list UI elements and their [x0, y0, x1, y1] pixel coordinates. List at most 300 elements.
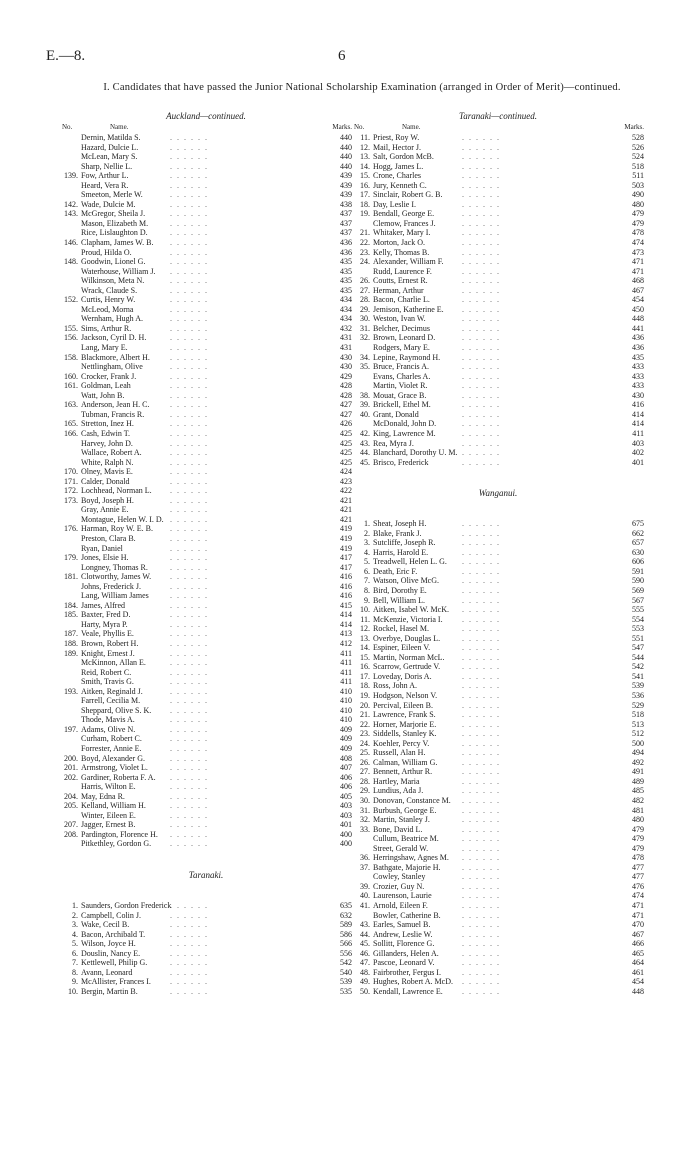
- candidate-name: Blanchard, Dorothy U. M.: [373, 448, 458, 458]
- candidate-name: Harman, Roy W. E. B.: [81, 524, 153, 534]
- candidate-row: [352, 767, 644, 777]
- leader-dots: . . . . . .: [462, 566, 501, 576]
- header-marks: Marks.: [624, 123, 644, 131]
- leader-dots: . . . . . .: [462, 786, 501, 796]
- candidate-name: Priest, Roy W.: [373, 133, 420, 142]
- candidate-name: James, Alfred: [81, 600, 125, 610]
- candidate-rank: 23.: [360, 247, 370, 257]
- candidate-marks: 428: [340, 390, 352, 400]
- leader-dots: . . . . . .: [170, 667, 209, 677]
- candidate-rank: 156.: [64, 333, 78, 343]
- candidate-rank: 166.: [64, 428, 78, 438]
- candidate-name: Sinclair, Robert G. B.: [373, 190, 443, 200]
- candidate-row: [352, 891, 644, 901]
- candidate-name: Mason, Elizabeth M.: [81, 218, 149, 228]
- candidate-row: [352, 353, 644, 363]
- candidate-rank: 45.: [360, 457, 370, 467]
- leader-dots: . . . . . .: [170, 958, 209, 968]
- candidate-row: [352, 162, 644, 172]
- leader-dots: . . . . . .: [462, 400, 501, 410]
- leader-dots: . . . . . .: [462, 748, 501, 758]
- candidate-rank: 200.: [64, 753, 78, 763]
- leader-dots: . . . . . .: [462, 881, 501, 891]
- leader-dots: . . . . . .: [462, 295, 501, 305]
- leader-dots: . . . . . .: [170, 820, 209, 830]
- leader-dots: . . . . . .: [462, 977, 501, 987]
- candidate-rank: 20.: [360, 700, 370, 710]
- candidate-rank: 8.: [72, 967, 78, 977]
- candidate-name: May, Edna R.: [81, 791, 125, 801]
- candidate-name: Pascoe, Leonard V.: [373, 958, 435, 968]
- candidate-row: [352, 429, 644, 439]
- candidate-row: [352, 853, 644, 863]
- candidate-name: Day, Leslie I.: [373, 199, 417, 209]
- candidate-row: [60, 524, 352, 534]
- leader-dots: . . . . . .: [462, 519, 501, 529]
- leader-dots: . . . . . .: [462, 190, 501, 200]
- candidate-marks: 440: [340, 161, 352, 171]
- candidate-name: Goldman, Leah: [81, 381, 131, 391]
- candidate-row: [60, 811, 352, 821]
- candidate-marks: 423: [340, 476, 352, 486]
- candidate-rank: 10.: [360, 605, 370, 615]
- candidate-row: [60, 773, 352, 783]
- leader-dots: . . . . . .: [170, 629, 209, 639]
- candidate-row: [60, 734, 352, 744]
- candidate-rank: 187.: [64, 629, 78, 639]
- candidate-name: Bone, David L.: [373, 824, 423, 834]
- leader-dots: . . . . . .: [462, 815, 501, 825]
- candidate-row: [352, 939, 644, 949]
- leader-dots: . . . . . .: [170, 247, 209, 257]
- candidate-row: [352, 863, 644, 873]
- candidate-name: Herringshaw, Agnes M.: [373, 853, 449, 863]
- leader-dots: . . . . . .: [462, 209, 501, 219]
- candidate-row: [60, 305, 352, 315]
- candidate-marks: 591: [632, 566, 644, 576]
- leader-dots: . . . . . .: [462, 796, 501, 805]
- candidate-row: [60, 181, 352, 191]
- leader-dots: . . . . . .: [170, 591, 209, 601]
- candidate-name: Arnold, Eileen F.: [373, 901, 428, 911]
- leader-dots: . . . . . .: [462, 624, 501, 634]
- candidate-name: Sharp, Nellie L.: [81, 161, 133, 171]
- candidate-name: McLeod, Morna: [81, 304, 134, 314]
- candidate-rank: 32.: [360, 333, 370, 343]
- candidate-rank: 17.: [360, 190, 370, 200]
- candidate-marks: 478: [632, 853, 644, 863]
- section-gap: [352, 467, 644, 487]
- candidate-rank: 193.: [64, 686, 78, 696]
- candidate-rank: 11.: [360, 614, 370, 624]
- candidate-name: Lawrence, Frank S.: [373, 710, 436, 720]
- leader-dots: . . . . . .: [170, 505, 209, 515]
- candidate-marks: 536: [632, 690, 644, 700]
- candidate-marks: 434: [340, 304, 352, 314]
- leader-dots: . . . . . .: [170, 610, 209, 620]
- section-heading: Taranaki.: [188, 870, 224, 881]
- candidate-marks: 430: [340, 362, 352, 372]
- candidate-marks: 425: [340, 438, 352, 448]
- leader-dots: . . . . . .: [170, 228, 209, 238]
- leader-dots: . . . . . .: [462, 448, 501, 458]
- candidate-rank: 3.: [72, 920, 78, 930]
- candidate-marks: 566: [340, 939, 352, 949]
- leader-dots: . . . . . .: [170, 967, 209, 977]
- leader-dots: . . . . . .: [170, 686, 209, 696]
- candidate-name: Hartley, Maria: [373, 776, 420, 786]
- candidate-name: Hodgson, Nelson V.: [373, 690, 438, 700]
- candidate-name: Clapham, James W. B.: [81, 238, 154, 248]
- candidate-marks: 468: [632, 276, 644, 286]
- leader-dots: . . . . . .: [170, 772, 209, 782]
- candidate-marks: 409: [340, 734, 352, 744]
- leader-dots: . . . . . .: [462, 390, 501, 400]
- candidate-name: Espiner, Eileen V.: [373, 643, 431, 653]
- right-column: [352, 110, 644, 996]
- candidate-marks: 416: [340, 572, 352, 582]
- candidate-marks: 474: [632, 238, 644, 248]
- candidate-name: Jones, Elsie H.: [81, 553, 129, 563]
- candidate-row: [352, 615, 644, 625]
- candidate-name: Farrell, Cecilia M.: [81, 696, 141, 706]
- candidate-row: [60, 782, 352, 792]
- candidate-row: [352, 248, 644, 258]
- candidate-row: [60, 687, 352, 697]
- candidate-marks: 478: [632, 228, 644, 238]
- leader-dots: . . . . . .: [170, 638, 209, 648]
- candidate-marks: 500: [632, 738, 644, 748]
- candidate-row: [60, 830, 352, 840]
- leader-dots: . . . . . .: [462, 901, 501, 911]
- leader-dots: . . . . . .: [170, 161, 209, 171]
- candidate-name: Morton, Jack O.: [373, 238, 425, 248]
- candidate-name: Harvey, John D.: [81, 438, 133, 448]
- leader-dots: . . . . . .: [170, 257, 209, 267]
- candidate-name: Thode, Mavis A.: [81, 715, 135, 725]
- leader-dots: . . . . . .: [170, 276, 209, 286]
- candidate-rank: 170.: [64, 467, 78, 477]
- candidate-row: [60, 668, 352, 678]
- candidate-row: [352, 968, 644, 978]
- candidate-rank: 184.: [64, 600, 78, 610]
- candidate-name: Clemow, Frances J.: [373, 218, 436, 228]
- candidate-marks: 410: [340, 696, 352, 706]
- candidate-rank: 155.: [64, 323, 78, 333]
- candidate-row: [352, 624, 644, 634]
- leader-dots: . . . . . .: [170, 677, 209, 687]
- candidate-row: [352, 815, 644, 825]
- candidate-row: [60, 725, 352, 735]
- candidate-row: [352, 519, 644, 529]
- candidate-name: Cullum, Beatrice M.: [373, 834, 439, 844]
- candidate-name: Pitkethley, Gordon G.: [81, 839, 152, 849]
- candidate-name: Blackmore, Albert H.: [81, 352, 150, 362]
- candidate-marks: 471: [632, 266, 644, 276]
- candidate-row: [352, 314, 644, 324]
- leader-dots: . . . . . .: [462, 719, 501, 729]
- column-headers: [60, 122, 352, 133]
- candidate-marks: 416: [340, 581, 352, 591]
- header-no: No.: [62, 123, 73, 131]
- candidate-rank: 27.: [360, 285, 370, 295]
- leader-dots: . . . . . .: [170, 266, 209, 276]
- leader-dots: . . . . . .: [462, 767, 501, 777]
- candidate-row: [352, 872, 644, 882]
- candidate-name: Martin, Violet R.: [373, 381, 428, 391]
- leader-dots: . . . . . .: [170, 343, 209, 353]
- leader-dots: . . . . . .: [170, 600, 209, 610]
- candidate-row: [60, 958, 352, 968]
- leader-dots: . . . . . .: [462, 729, 501, 739]
- leader-dots: . . . . . .: [170, 524, 209, 534]
- candidate-name: Overbye, Douglas L.: [373, 633, 441, 643]
- candidate-name: Percival, Eileen B.: [373, 700, 433, 710]
- leader-dots: . . . . . .: [462, 362, 501, 372]
- candidate-marks: 436: [340, 247, 352, 257]
- candidate-name: Kendall, Lawrence E.: [373, 986, 443, 996]
- candidate-name: Dernin, Matilda S.: [81, 133, 141, 142]
- candidate-rank: 30.: [360, 796, 370, 805]
- candidate-name: Wallace, Robert A.: [81, 448, 142, 458]
- candidate-marks: 430: [340, 352, 352, 362]
- leader-dots: . . . . . .: [462, 986, 501, 996]
- candidate-name: Winter, Eileen E.: [81, 810, 136, 820]
- candidate-row: [352, 949, 644, 959]
- candidate-rank: 34.: [360, 352, 370, 362]
- candidate-rank: 9.: [364, 595, 370, 605]
- candidate-marks: 433: [632, 371, 644, 381]
- candidate-name: Clotworthy, James W.: [81, 572, 152, 582]
- candidate-marks: 477: [632, 862, 644, 872]
- candidate-name: Rice, Lislaughton D.: [81, 228, 148, 238]
- candidate-name: Alexander, William F.: [373, 257, 444, 267]
- leader-dots: . . . . . .: [170, 562, 209, 572]
- candidate-row: [60, 162, 352, 172]
- candidate-marks: 434: [340, 314, 352, 324]
- candidate-rank: 202.: [64, 772, 78, 782]
- candidate-rank: 41.: [360, 901, 370, 911]
- candidate-marks: 421: [340, 514, 352, 524]
- candidate-rank: 185.: [64, 610, 78, 620]
- leader-dots: . . . . . .: [170, 543, 209, 553]
- candidate-rank: 16.: [360, 662, 370, 672]
- candidate-marks: 421: [340, 505, 352, 515]
- candidate-name: Harris, Wilton E.: [81, 782, 136, 792]
- leader-dots: . . . . . .: [462, 710, 501, 720]
- candidate-rank: 12.: [360, 624, 370, 634]
- leader-dots: . . . . . .: [170, 648, 209, 658]
- candidate-marks: 422: [340, 486, 352, 496]
- candidate-row: [60, 353, 352, 363]
- candidate-row: [352, 844, 644, 854]
- candidate-marks: 547: [632, 643, 644, 653]
- candidate-row: [60, 544, 352, 554]
- candidate-name: Martin, Norman McL.: [373, 652, 445, 662]
- leader-dots: . . . . . .: [462, 343, 501, 353]
- candidate-row: [60, 248, 352, 258]
- candidate-rank: 172.: [64, 486, 78, 496]
- candidate-name: Kelly, Thomas B.: [373, 247, 430, 257]
- candidate-marks: 448: [632, 986, 644, 996]
- candidate-name: Curham, Robert C.: [81, 734, 142, 744]
- candidate-row: [60, 911, 352, 921]
- candidate-row: [352, 710, 644, 720]
- candidate-rank: 39.: [360, 400, 370, 410]
- candidate-rank: 160.: [64, 371, 78, 381]
- section-heading: Taranaki—continued.: [459, 111, 537, 121]
- candidate-rank: 21.: [360, 228, 370, 238]
- candidate-rank: 5.: [72, 939, 78, 949]
- candidate-marks: 544: [632, 652, 644, 662]
- candidate-marks: 401: [340, 820, 352, 830]
- candidate-rank: 19.: [360, 209, 370, 219]
- candidate-row: [352, 257, 644, 267]
- candidate-row: [352, 882, 644, 892]
- leader-dots: . . . . . .: [170, 920, 209, 930]
- candidate-row: [60, 458, 352, 468]
- leader-dots: . . . . . .: [462, 161, 501, 171]
- candidate-name: Grant, Donald: [373, 409, 419, 419]
- candidate-rank: 39.: [360, 881, 370, 891]
- candidate-name: Waterhouse, William J.: [81, 266, 156, 276]
- candidate-name: Bennett, Arthur R.: [373, 767, 433, 777]
- candidate-marks: 542: [340, 958, 352, 968]
- candidate-marks: 526: [632, 142, 644, 152]
- leader-dots: . . . . . .: [462, 419, 501, 429]
- candidate-row: [352, 295, 644, 305]
- candidate-marks: 479: [632, 209, 644, 219]
- leader-dots: . . . . . .: [170, 323, 209, 333]
- candidate-marks: 432: [340, 323, 352, 333]
- section-gap: [60, 849, 352, 869]
- candidate-marks: 427: [340, 409, 352, 419]
- candidate-rank: 201.: [64, 763, 78, 773]
- candidate-name: Boyd, Alexander G.: [81, 753, 145, 763]
- candidate-marks: 439: [340, 180, 352, 190]
- candidate-marks: 471: [632, 901, 644, 911]
- leader-dots: . . . . . .: [462, 652, 501, 662]
- candidate-name: Mouat, Grace B.: [373, 390, 427, 400]
- leader-dots: . . . . . .: [170, 782, 209, 792]
- leader-dots: . . . . . .: [462, 171, 501, 181]
- candidate-marks: 437: [340, 209, 352, 219]
- candidate-marks: 485: [632, 786, 644, 796]
- leader-dots: . . . . . .: [462, 247, 501, 257]
- candidate-marks: 419: [340, 524, 352, 534]
- leader-dots: . . . . . .: [170, 495, 209, 505]
- candidate-marks: 482: [632, 796, 644, 805]
- candidate-marks: 542: [632, 662, 644, 672]
- candidate-marks: 440: [340, 152, 352, 162]
- candidate-name: Gardiner, Roberta F. A.: [81, 772, 156, 782]
- section-gap: [352, 499, 644, 519]
- candidate-name: Anderson, Jean H. C.: [81, 400, 150, 410]
- candidate-marks: 662: [632, 528, 644, 538]
- candidate-row: [60, 930, 352, 940]
- leader-dots: . . . . . .: [462, 576, 501, 586]
- candidate-rank: 2.: [72, 910, 78, 920]
- leader-dots: . . . . . .: [462, 662, 501, 672]
- candidate-name: Wilson, Joyce H.: [81, 939, 136, 949]
- candidate-marks: 435: [340, 266, 352, 276]
- candidate-name: Knight, Ernest J.: [81, 648, 135, 658]
- candidate-marks: 479: [632, 843, 644, 853]
- leader-dots: . . . . . .: [462, 958, 501, 968]
- candidate-marks: 414: [340, 619, 352, 629]
- leader-dots: . . . . . .: [462, 438, 501, 448]
- candidate-row: [352, 672, 644, 682]
- leader-dots: . . . . . .: [170, 142, 209, 152]
- candidate-rank: 15.: [360, 652, 370, 662]
- candidate-name: Watson, Olive McG.: [373, 576, 440, 586]
- candidate-marks: 400: [340, 829, 352, 839]
- candidate-marks: 436: [340, 238, 352, 248]
- candidate-name: Wrack, Claude S.: [81, 285, 138, 295]
- leader-dots: . . . . . .: [170, 238, 209, 248]
- candidate-row: [352, 786, 644, 796]
- candidate-marks: 473: [632, 247, 644, 257]
- leader-dots: . . . . . .: [462, 910, 501, 920]
- candidate-name: Crocker, Frank J.: [81, 371, 137, 381]
- candidate-row: [60, 171, 352, 181]
- header-name: Name.: [110, 123, 129, 131]
- candidate-name: Lang, William James: [81, 591, 149, 601]
- leader-dots: . . . . . .: [170, 724, 209, 734]
- leader-dots: . . . . . .: [170, 218, 209, 228]
- candidate-rank: 24.: [360, 738, 370, 748]
- candidate-rank: 1.: [72, 901, 78, 911]
- candidate-rank: 1.: [364, 519, 370, 529]
- candidate-marks: 465: [632, 948, 644, 958]
- leader-dots: . . . . . .: [462, 218, 501, 228]
- leader-dots: . . . . . .: [462, 595, 501, 605]
- candidate-row: [352, 372, 644, 382]
- candidate-name: Treadwell, Helen L. G.: [373, 557, 447, 567]
- candidate-name: Bacon, Charlie L.: [373, 295, 430, 305]
- candidate-row: [352, 324, 644, 334]
- candidate-marks: 450: [632, 304, 644, 314]
- candidate-rank: 10.: [68, 986, 78, 996]
- candidate-name: Gray, Annie E.: [81, 505, 129, 515]
- candidate-name: Sims, Arthur R.: [81, 323, 132, 333]
- candidate-row: [352, 662, 644, 672]
- candidate-row: [352, 758, 644, 768]
- leader-dots: . . . . . .: [462, 371, 501, 381]
- leader-dots: . . . . . .: [170, 715, 209, 725]
- candidate-row: [60, 968, 352, 978]
- candidate-name: Harris, Harold E.: [373, 547, 429, 557]
- leader-dots: . . . . . .: [462, 967, 501, 977]
- candidate-marks: 539: [340, 977, 352, 987]
- leader-dots: . . . . . .: [170, 763, 209, 773]
- candidate-row: [352, 586, 644, 596]
- candidate-name: Aitken, Reginald J.: [81, 686, 143, 696]
- candidate-rank: 204.: [64, 791, 78, 801]
- leader-dots: . . . . . .: [462, 891, 501, 901]
- leader-dots: . . . . . .: [170, 948, 209, 958]
- candidate-row: [352, 228, 644, 238]
- candidate-name: Hazard, Dulcie L.: [81, 142, 139, 152]
- candidate-marks: 675: [632, 519, 644, 529]
- candidate-row: [60, 920, 352, 930]
- leader-dots: . . . . . .: [170, 438, 209, 448]
- page-number: 6: [338, 48, 346, 64]
- candidate-row: [60, 133, 352, 143]
- candidate-row: [60, 400, 352, 410]
- header-name: Name.: [402, 123, 421, 131]
- candidate-name: McGregor, Sheila J.: [81, 209, 146, 219]
